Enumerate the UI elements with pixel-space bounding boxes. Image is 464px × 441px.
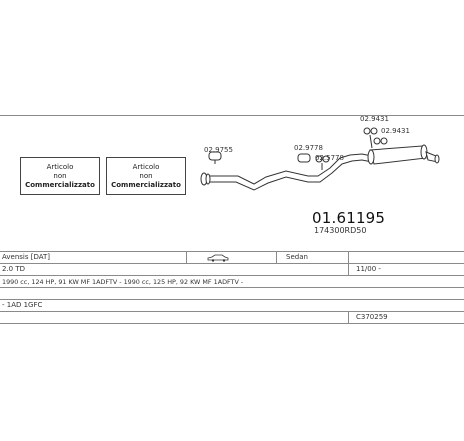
part-label-hanger-rear: 02.9431 [381,127,410,135]
vehicle-engine: 2.0 TD [2,265,26,273]
vehicle-date: 11/00 - [356,265,381,273]
table-line-4 [0,287,464,288]
vehicle-engine-code: - 1AD 1GFC [2,301,43,309]
exhaust-pipe [210,154,372,190]
catalog-code: C370259 [356,313,388,321]
table-line-2 [0,263,464,264]
oem-number: 174300RD50 [314,226,367,235]
hanger-rear-top-icon [364,128,377,148]
part-label-clamp-mid: 02.9778 [294,144,323,152]
table-divider-4 [348,263,349,275]
vehicle-specs: 1990 cc, 124 HP, 91 KW MF 1ADFTV - 1990 cc, 125 HP, 92 KW MF 1ADFTV - [2,278,244,286]
table-divider-1 [186,251,187,263]
vehicle-model: Avensis [DAT] [2,253,50,261]
main-part-number: 01.61195 [312,209,386,227]
not-available-box-2 [106,157,186,195]
table-divider-5 [348,311,349,323]
hanger-rear-icon [374,138,387,144]
not-available-line3: Commercializzato [111,180,181,189]
vehicle-body: Sedan [286,253,308,261]
not-available-line2: non [139,171,153,180]
not-available-line1: Articolo [132,162,160,171]
table-line-5 [0,299,464,300]
not-available-line1: Articolo [46,162,74,171]
front-flange-icon [201,173,210,185]
table-line-3 [0,275,464,276]
not-available-box-1 [20,157,100,195]
table-divider-2 [276,251,277,263]
not-available-line3: Commercializzato [25,180,95,189]
clamp-mid-icon [298,154,310,162]
table-line-7 [0,323,464,324]
rear-muffler [368,145,439,164]
not-available-line2: non [53,171,67,180]
part-label-hanger-mid: 02.5778 [315,154,344,162]
car-icon [207,254,229,262]
table-divider-3 [348,251,349,263]
part-label-hanger-rear-top: 02.9431 [360,115,389,123]
part-label-clamp-front: 02.9755 [204,146,233,154]
table-line-6 [0,311,464,312]
table-line-1 [0,251,464,252]
